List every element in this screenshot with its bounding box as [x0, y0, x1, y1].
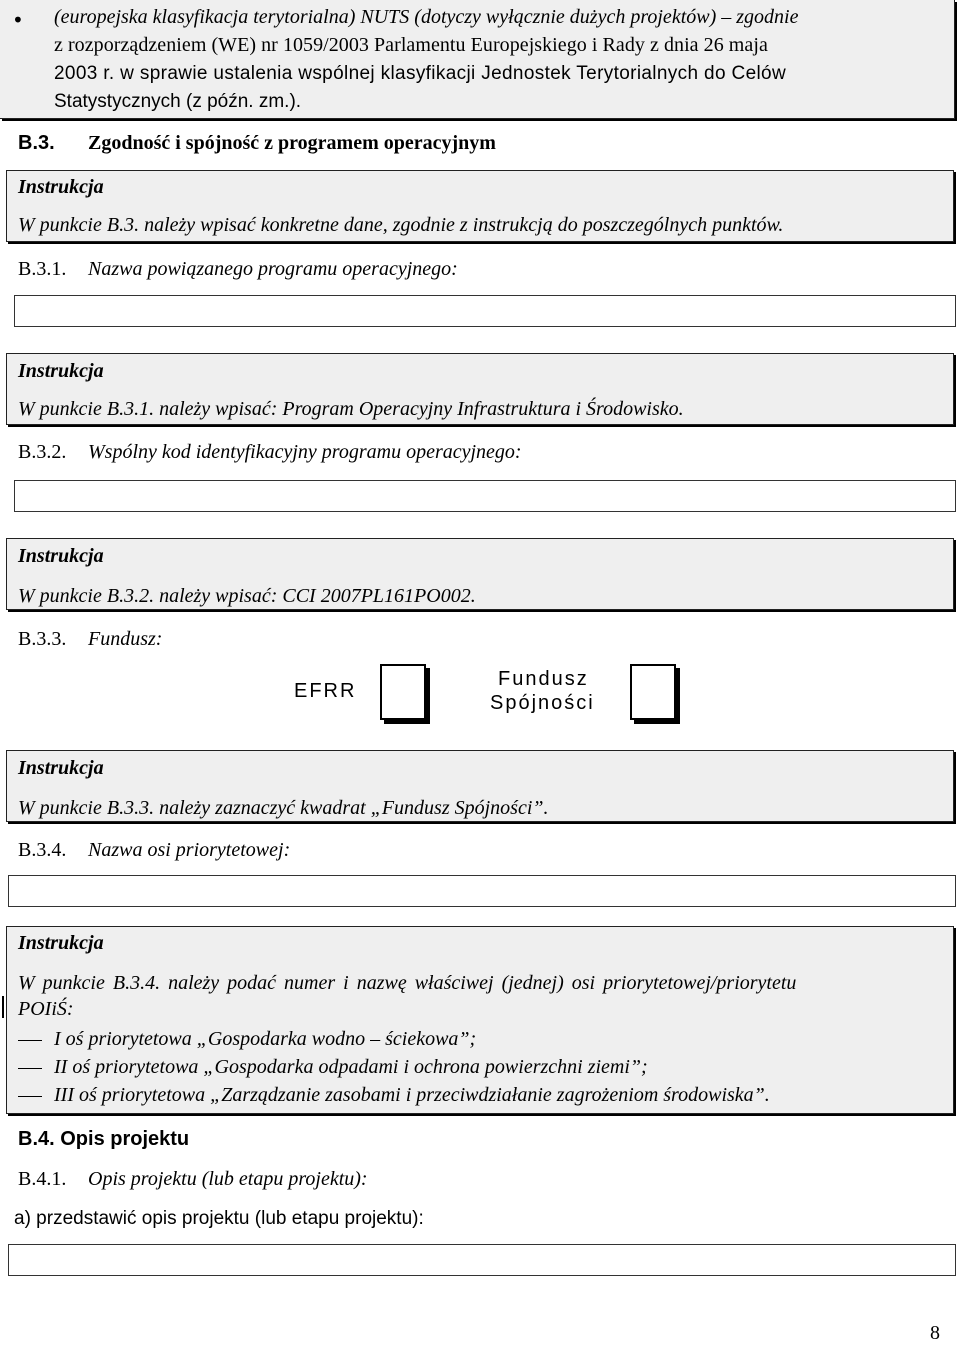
instruction-text: W punkcie B.3.1. należy wpisać: Program Operacyjny Infrastruktura i Środowisko. [18, 398, 684, 420]
list-dash [18, 1096, 42, 1097]
nuts-line-2: z rozporządzeniem (WE) nr 1059/2003 Parlamentu Europejskiego i Rady z dnia 26 maja [54, 34, 768, 56]
b41-label: Opis projektu (lub etapu projektu): [88, 1168, 368, 1190]
instruction-text-line-2: POIiŚ: [18, 998, 74, 1020]
b32-number: B.3.2. [18, 441, 67, 463]
section-b4-title: B.4. Opis projektu [18, 1128, 190, 1150]
b32-label: Wspólny kod identyfikacyjny programu operacyjnego: [88, 441, 522, 463]
b41-project-description-field[interactable] [8, 1244, 956, 1276]
instruction-text: W punkcie B.3.3. należy zaznaczyć kwadrat „Fundusz Spójności”. [18, 797, 549, 819]
b34-number: B.3.4. [18, 839, 67, 861]
priority-axis-item: II oś priorytetowa „Gospodarka odpadami i ochrona powierzchni ziemi”; [54, 1056, 648, 1078]
section-b3-number: B.3. [18, 132, 55, 154]
instruction-heading: Instrukcja [18, 932, 104, 954]
section-b3-title: Zgodność i spójność z programem operacyjnym [88, 132, 496, 154]
instruction-text: W punkcie B.3. należy wpisać konkretne dane, zgodnie z instrukcją do poszczególnych punktów. [18, 214, 784, 236]
page-number: 8 [930, 1322, 940, 1344]
instruction-heading: Instrukcja [18, 757, 104, 779]
b31-number: B.3.1. [18, 258, 67, 280]
nuts-line-4: Statystycznych (z późn. zm.). [54, 91, 302, 112]
revision-bar [2, 996, 4, 1018]
b34-priority-axis-field[interactable] [8, 875, 956, 907]
instruction-text: W punkcie B.3.2. należy wpisać: CCI 2007PL161PO002. [18, 585, 476, 607]
b34-label: Nazwa osi priorytetowej: [88, 839, 291, 861]
instruction-text-line-1: W punkcie B.3.4. należy podać numer i nazwę właściwej (jednej) osi priorytetowej/priorytetu [18, 972, 797, 994]
instruction-heading: Instrukcja [18, 360, 104, 382]
instruction-heading: Instrukcja [18, 176, 104, 198]
b31-program-name-field[interactable] [14, 295, 956, 327]
instruction-heading: Instrukcja [18, 545, 104, 567]
priority-axis-item: I oś priorytetowa „Gospodarka wodno – ściekowa”; [54, 1028, 477, 1050]
fund-option-efrr-label: EFRR [294, 680, 357, 702]
list-dash [18, 1040, 42, 1041]
list-dash [18, 1068, 42, 1069]
nuts-line-3: 2003 r. w sprawie ustalenia wspólnej klasyfikacji Jednostek Terytorialnych do Celów [54, 63, 787, 84]
fund-efrr-checkbox[interactable] [380, 664, 426, 720]
b33-label: Fundusz: [88, 628, 163, 650]
b41-number: B.4.1. [18, 1168, 67, 1190]
b31-label: Nazwa powiązanego programu operacyjnego: [88, 258, 458, 280]
b33-number: B.3.3. [18, 628, 67, 650]
b41-sub-a: a) przedstawić opis projektu (lub etapu projektu): [14, 1208, 424, 1229]
nuts-line-1: (europejska klasyfikacja terytorialna) NUTS (dotyczy wyłącznie dużych projektów) – zgodnie [54, 6, 799, 28]
b32-program-code-field[interactable] [14, 480, 956, 512]
priority-axis-item: III oś priorytetowa „Zarządzanie zasobami i przeciwdziałanie zagrożeniom środowiska”. [54, 1084, 770, 1106]
fund-option-cohesion-label-2: Spójności [490, 692, 595, 714]
fund-option-cohesion-label-1: Fundusz [498, 668, 589, 690]
fund-cohesion-checkbox[interactable] [630, 664, 676, 720]
bullet-dot: • [12, 8, 24, 32]
